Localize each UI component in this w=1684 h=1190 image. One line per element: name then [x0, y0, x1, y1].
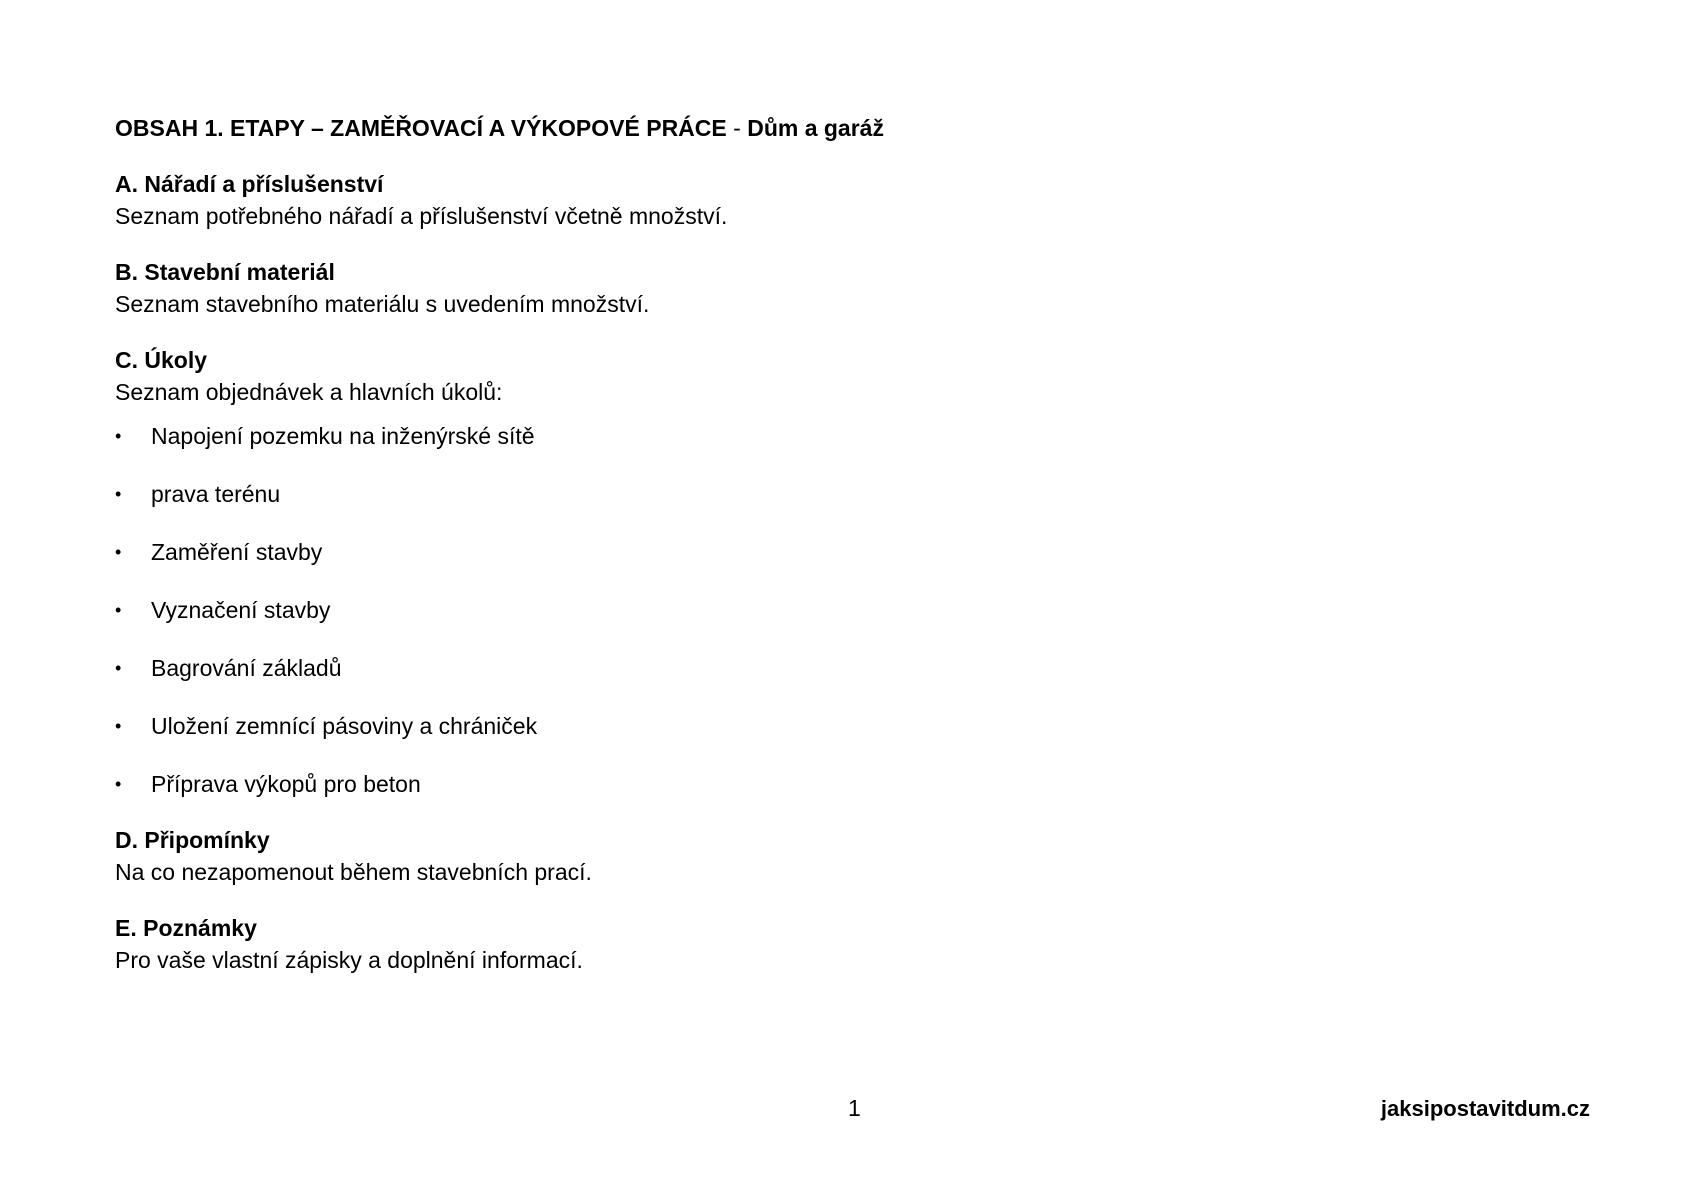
bullet-icon: •	[115, 542, 122, 562]
bullet-icon: •	[115, 716, 122, 736]
section-description-tasks: Seznam objednávek a hlavních úkolů:	[115, 379, 503, 405]
section-tasks	[115, 344, 1595, 800]
section-heading-tasks: C. Úkoly	[115, 347, 208, 373]
footer-website: jaksipostavitdum.cz	[1380, 1096, 1590, 1121]
task-item-text: Zaměření stavby	[151, 539, 323, 565]
task-item-text: Uložení zemnící pásoviny a chrániček	[151, 713, 538, 739]
section-description-reminders: Na co nezapomenout během stavebních prací.	[115, 859, 592, 885]
list-item	[115, 536, 1595, 568]
document-title-main: OBSAH 1. ETAPY – ZAMĚŘOVACÍ A VÝKOPOVÉ PRÁCE	[115, 115, 727, 141]
section-tools	[115, 168, 1595, 232]
task-item-text: prava terénu	[151, 481, 281, 507]
bullet-icon: •	[115, 600, 122, 620]
task-item-text: Bagrování základů	[151, 655, 342, 681]
section-heading-reminders: D. Připomínky	[115, 827, 270, 853]
task-item-text: Příprava výkopů pro beton	[151, 771, 421, 797]
section-heading-tools: A. Nářadí a příslušenství	[115, 171, 384, 197]
task-list	[115, 420, 1595, 800]
task-item-text: Vyznačení stavby	[151, 597, 331, 623]
list-item	[115, 420, 1595, 452]
list-item	[115, 594, 1595, 626]
section-materials	[115, 256, 1595, 320]
section-heading-materials: B. Stavební materiál	[115, 259, 335, 285]
list-item	[115, 710, 1595, 742]
section-description-materials: Seznam stavebního materiálu s uvedením množství.	[115, 291, 650, 317]
task-item-text: Napojení pozemku na inženýrské sítě	[151, 423, 535, 449]
list-item	[115, 652, 1595, 684]
section-heading-notes: E. Poznámky	[115, 915, 257, 941]
bullet-icon: •	[115, 658, 122, 678]
document-title-separator: -	[726, 115, 748, 141]
bullet-icon: •	[115, 484, 122, 504]
document-title-sub: Dům a garáž	[747, 115, 884, 141]
list-item	[115, 768, 1595, 800]
section-description-notes: Pro vaše vlastní zápisky a doplnění informací.	[115, 947, 583, 973]
list-item	[115, 478, 1595, 510]
bullet-icon: •	[115, 426, 122, 446]
section-reminders	[115, 824, 1595, 888]
bullet-icon: •	[115, 774, 122, 794]
page-number: 1	[848, 1095, 861, 1121]
document-page	[115, 112, 1595, 1000]
section-notes	[115, 912, 1595, 976]
section-description-tools: Seznam potřebného nářadí a příslušenství včetně množství.	[115, 203, 728, 229]
document-title	[115, 112, 1595, 144]
